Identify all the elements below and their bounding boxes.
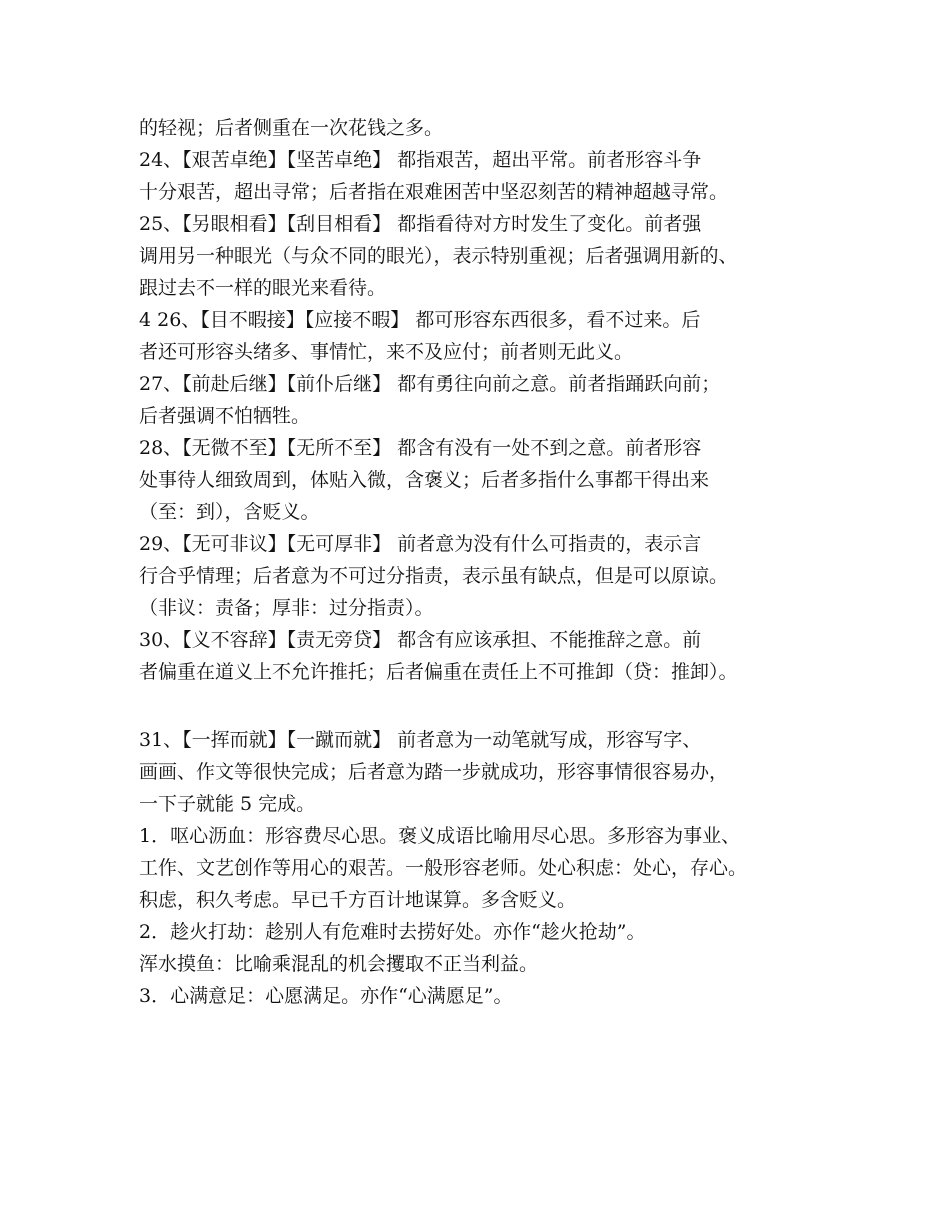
entry-24-line-2: 十分艰苦，超出寻常；后者指在艰难困苦中坚忍刻苦的精神超越寻常。 xyxy=(139,181,729,203)
entry-29-line-1: 29、【无可非议】【无可厚非】 前者意为没有什么可指责的，表示言 xyxy=(139,533,702,555)
entry-30-line-1: 30、【义不容辞】【责无旁贷】 都含有应该承担、不能推辞之意。前 xyxy=(139,629,702,651)
paragraph-gap xyxy=(139,688,829,724)
entry-25-line-1: 25、【另眼相看】【刮目相看】 都指看待对方时发生了变化。前者强 xyxy=(139,213,702,235)
entry-31-line-2: 画画、作文等很快完成；后者意为踏一步就成功，形容事情很容易办， xyxy=(139,761,729,783)
entry-29-line-2: 行合乎情理；后者意为不可过分指责，表示虽有缺点，但是可以原谅。 xyxy=(139,565,729,587)
entry-28-line-3: （至：到），含贬义。 xyxy=(139,501,320,523)
item-1-line-3: 积虑，积久考虑。早已千方百计地谋算。多含贬义。 xyxy=(139,889,577,911)
entry-25-line-3: 跟过去不一样的眼光来看待。 xyxy=(139,277,387,299)
entry-24-line-1: 24、【艰苦卓绝】【坚苦卓绝】 都指艰苦，超出平常。前者形容斗争 xyxy=(139,149,702,171)
entry-28-line-2: 处事待人细致周到，体贴入微，含褒义；后者多指什么事都干得出来 xyxy=(139,469,710,491)
entry-26-line-1: 4 26、【目不暇接】【应接不暇】 都可形容东西很多，看不过来。后 xyxy=(139,309,701,331)
item-2-line-2: 浑水摸鱼：比喻乘混乱的机会攫取不正当利益。 xyxy=(139,953,539,975)
entry-28-line-1: 28、【无微不至】【无所不至】 都含有没有一处不到之意。前者形容 xyxy=(139,437,702,459)
item-3-line-1: 3．心满意足：心愿满足。亦作“心满愿足”。 xyxy=(139,985,513,1007)
entry-26-line-2: 者还可形容头绪多、事情忙，来不及应付；前者则无此义。 xyxy=(139,341,634,363)
entry-25-line-2: 调用另一种眼光（与众不同的眼光），表示特别重视；后者强调用新的、 xyxy=(139,245,738,267)
entry-29-line-3: （非议：责备；厚非：过分指责）。 xyxy=(139,597,434,619)
entry-31-line-1: 31、【一挥而就】【一蹴而就】 前者意为一动笔就写成，形容写字、 xyxy=(139,729,702,751)
document-body xyxy=(139,112,829,1012)
entry-27-line-1: 27、【前赴后继】【前仆后继】 都有勇往向前之意。前者指踊跃向前； xyxy=(139,373,721,395)
text-line: 的轻视；后者侧重在一次花钱之多。 xyxy=(139,117,444,139)
item-1-line-2: 工作、文艺创作等用心的艰苦。一般形容老师。处心积虑：处心，存心。 xyxy=(139,857,748,879)
entry-31-line-3: 一下子就能 5 完成。 xyxy=(139,793,316,815)
item-2-line-1: 2．趁火打劫：趁别人有危难时去捞好处。亦作“趁火抢劫”。 xyxy=(139,921,646,943)
entry-30-line-2: 者偏重在道义上不允许推托；后者偏重在责任上不可推卸（贷：推卸）。 xyxy=(139,661,738,683)
entry-27-line-2: 后者强调不怕牺牲。 xyxy=(139,405,311,427)
item-1-line-1: 1．呕心沥血：形容费尽心思。褒义成语比喻用尽心思。多形容为事业、 xyxy=(139,825,741,847)
